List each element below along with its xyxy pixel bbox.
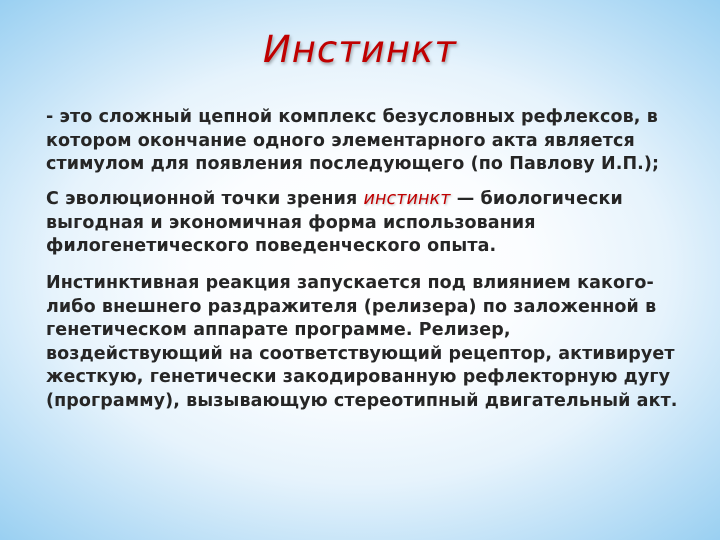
text-line: генетическом аппарате программе. Релизер, xyxy=(46,320,511,340)
text-line: выгодная и экономичная форма использования xyxy=(46,212,536,233)
highlighted-term: инстинкт xyxy=(363,189,451,209)
text-line: - это сложный цепной комплекс безусловных рефлексов, в xyxy=(46,107,658,127)
text-segment: — биологически xyxy=(450,189,623,209)
text-line: котором окончание одного элементарного акта является xyxy=(46,130,635,151)
text-line: воздействующий на соответствующий рецептор, активирует xyxy=(46,343,675,364)
paragraph-reaction xyxy=(46,272,686,413)
slide-title: Инстинкт xyxy=(263,28,457,71)
paragraph-definition xyxy=(46,106,686,177)
text-line: Инстинктивная реакция запускается под влиянием какого- xyxy=(46,273,654,293)
text-line: филогенетического поведенческого опыта. xyxy=(46,236,497,256)
text-line: стимулом для появления последующего (по Павлову И.П.); xyxy=(46,154,660,174)
text-line: жесткую, генетически закодированную рефлекторную дугу xyxy=(46,367,671,387)
text-line xyxy=(46,188,686,212)
text-segment: С эволюционной точки зрения xyxy=(46,189,364,209)
paragraph-evolution xyxy=(46,188,686,259)
text-line: либо внешнего раздражителя (релизера) по заложенной в xyxy=(46,296,657,317)
text-line: (программу), вызывающую стереотипный двигательный акт. xyxy=(46,390,678,411)
